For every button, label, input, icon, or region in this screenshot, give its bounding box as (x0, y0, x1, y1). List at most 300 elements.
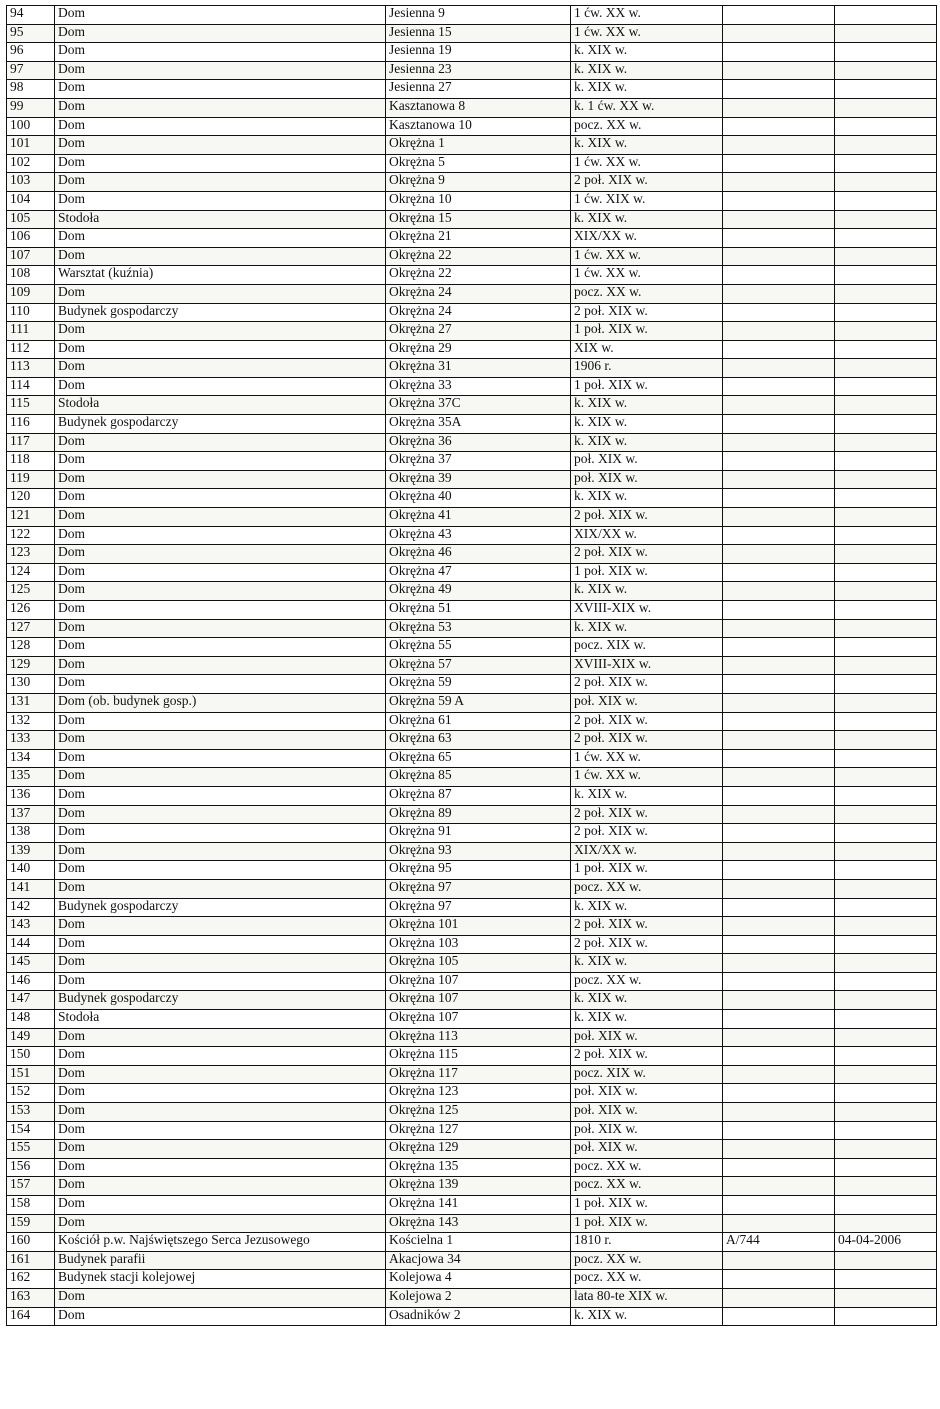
dating-cell: XIX/XX w. (571, 526, 723, 545)
register-date-cell (835, 861, 937, 880)
dating-cell: XIX w. (571, 340, 723, 359)
row-number-cell: 139 (7, 842, 55, 861)
table-row (7, 1047, 937, 1066)
object-cell: Dom (55, 43, 386, 62)
object-cell: Dom (55, 842, 386, 861)
row-number-cell: 160 (7, 1233, 55, 1252)
row-number-cell: 122 (7, 526, 55, 545)
register-date-cell (835, 284, 937, 303)
table-row (7, 1251, 937, 1270)
register-number-cell (723, 340, 835, 359)
address-cell: Okrężna 125 (386, 1103, 571, 1122)
dating-cell: 2 poł. XIX w. (571, 508, 723, 527)
address-cell: Okrężna 51 (386, 601, 571, 620)
dating-cell: k. XIX w. (571, 210, 723, 229)
address-cell: Okrężna 107 (386, 991, 571, 1010)
table-row (7, 1065, 937, 1084)
register-date-cell (835, 805, 937, 824)
row-number-cell: 131 (7, 693, 55, 712)
object-cell: Dom (55, 935, 386, 954)
dating-cell: 1 poł. XIX w. (571, 322, 723, 341)
object-cell: Dom (55, 954, 386, 973)
address-cell: Okrężna 85 (386, 768, 571, 787)
address-cell: Okrężna 33 (386, 377, 571, 396)
object-cell: Dom (55, 452, 386, 471)
dating-cell: 1 poł. XIX w. (571, 377, 723, 396)
address-cell: Okrężna 139 (386, 1177, 571, 1196)
table-row (7, 638, 937, 657)
register-number-cell (723, 284, 835, 303)
object-cell: Dom (55, 340, 386, 359)
register-date-cell (835, 229, 937, 248)
address-cell: Okrężna 40 (386, 489, 571, 508)
address-cell: Okrężna 37 (386, 452, 571, 471)
register-number-cell (723, 210, 835, 229)
table-row (7, 433, 937, 452)
address-cell: Okrężna 43 (386, 526, 571, 545)
object-cell: Dom (55, 359, 386, 378)
row-number-cell: 142 (7, 898, 55, 917)
register-date-cell (835, 824, 937, 843)
register-date-cell (835, 656, 937, 675)
dating-cell: k. XIX w. (571, 786, 723, 805)
row-number-cell: 127 (7, 619, 55, 638)
row-number-cell: 151 (7, 1065, 55, 1084)
row-number-cell: 121 (7, 508, 55, 527)
object-cell: Budynek gospodarczy (55, 991, 386, 1010)
row-number-cell: 159 (7, 1214, 55, 1233)
register-number-cell (723, 303, 835, 322)
register-number-cell (723, 601, 835, 620)
dating-cell: 1 ćw. XIX w. (571, 191, 723, 210)
row-number-cell: 143 (7, 917, 55, 936)
dating-cell: 1906 r. (571, 359, 723, 378)
object-cell: Dom (55, 749, 386, 768)
table-row (7, 898, 937, 917)
dating-cell: 1 poł. XIX w. (571, 861, 723, 880)
register-number-cell (723, 396, 835, 415)
register-date-cell (835, 508, 937, 527)
register-date-cell (835, 1121, 937, 1140)
object-cell: Dom (55, 229, 386, 248)
row-number-cell: 104 (7, 191, 55, 210)
object-cell: Dom (55, 638, 386, 657)
dating-cell: 2 poł. XIX w. (571, 935, 723, 954)
address-cell: Okrężna 9 (386, 173, 571, 192)
register-number-cell (723, 1065, 835, 1084)
dating-cell: k. XIX w. (571, 43, 723, 62)
object-cell: Dom (55, 1065, 386, 1084)
object-cell: Budynek stacji kolejowej (55, 1270, 386, 1289)
row-number-cell: 163 (7, 1288, 55, 1307)
table-row (7, 377, 937, 396)
address-cell: Okrężna 87 (386, 786, 571, 805)
address-cell: Okrężna 105 (386, 954, 571, 973)
object-cell: Budynek gospodarczy (55, 303, 386, 322)
table-row (7, 749, 937, 768)
dating-cell: pocz. XX w. (571, 879, 723, 898)
object-cell: Dom (55, 731, 386, 750)
address-cell: Okrężna 141 (386, 1196, 571, 1215)
object-cell: Dom (55, 861, 386, 880)
object-cell: Dom (55, 1028, 386, 1047)
register-date-cell (835, 1028, 937, 1047)
register-date-cell (835, 303, 937, 322)
row-number-cell: 98 (7, 80, 55, 99)
register-date-cell (835, 247, 937, 266)
object-cell: Dom (55, 879, 386, 898)
address-cell: Okrężna 29 (386, 340, 571, 359)
table-row (7, 98, 937, 117)
row-number-cell: 144 (7, 935, 55, 954)
table-row (7, 359, 937, 378)
object-cell: Dom (55, 1307, 386, 1326)
row-number-cell: 101 (7, 136, 55, 155)
register-number-cell (723, 693, 835, 712)
address-cell: Okrężna 117 (386, 1065, 571, 1084)
register-date-cell (835, 117, 937, 136)
table-row (7, 972, 937, 991)
row-number-cell: 135 (7, 768, 55, 787)
register-number-cell (723, 675, 835, 694)
table-row (7, 173, 937, 192)
row-number-cell: 137 (7, 805, 55, 824)
register-number-cell (723, 1214, 835, 1233)
address-cell: Kościelna 1 (386, 1233, 571, 1252)
register-date-cell (835, 1103, 937, 1122)
row-number-cell: 154 (7, 1121, 55, 1140)
register-number-cell (723, 545, 835, 564)
register-date-cell (835, 1251, 937, 1270)
row-number-cell: 136 (7, 786, 55, 805)
object-cell: Dom (55, 656, 386, 675)
row-number-cell: 116 (7, 415, 55, 434)
register-number-cell (723, 1270, 835, 1289)
register-number-cell (723, 470, 835, 489)
object-cell: Stodoła (55, 1010, 386, 1029)
dating-cell: k. XIX w. (571, 415, 723, 434)
row-number-cell: 103 (7, 173, 55, 192)
row-number-cell: 156 (7, 1158, 55, 1177)
table-row (7, 879, 937, 898)
table-row (7, 712, 937, 731)
dating-cell: poł. XIX w. (571, 1084, 723, 1103)
dating-cell: 1 poł. XIX w. (571, 1214, 723, 1233)
table-row (7, 452, 937, 471)
dating-cell: XIX/XX w. (571, 842, 723, 861)
table-row (7, 805, 937, 824)
register-date-cell (835, 43, 937, 62)
address-cell: Okrężna 55 (386, 638, 571, 657)
address-cell: Okrężna 113 (386, 1028, 571, 1047)
register-date-cell (835, 1065, 937, 1084)
register-number-cell (723, 136, 835, 155)
table-row (7, 43, 937, 62)
table-row (7, 935, 937, 954)
row-number-cell: 107 (7, 247, 55, 266)
table-row (7, 1084, 937, 1103)
object-cell: Dom (55, 1177, 386, 1196)
object-cell: Dom (55, 1084, 386, 1103)
register-number-cell (723, 117, 835, 136)
row-number-cell: 162 (7, 1270, 55, 1289)
address-cell: Jesienna 27 (386, 80, 571, 99)
address-cell: Okrężna 1 (386, 136, 571, 155)
row-number-cell: 118 (7, 452, 55, 471)
register-date-cell (835, 433, 937, 452)
register-date-cell (835, 786, 937, 805)
object-cell: Dom (55, 1288, 386, 1307)
object-cell: Dom (55, 1140, 386, 1159)
register-date-cell (835, 1140, 937, 1159)
register-date-cell (835, 526, 937, 545)
object-cell: Dom (55, 824, 386, 843)
row-number-cell: 94 (7, 6, 55, 25)
object-cell: Dom (55, 1196, 386, 1215)
register-date-cell (835, 1307, 937, 1326)
register-number-cell (723, 768, 835, 787)
dating-cell: 2 poł. XIX w. (571, 1047, 723, 1066)
object-cell: Kościół p.w. Najświętszego Serca Jezusowego (55, 1233, 386, 1252)
register-number-cell (723, 1121, 835, 1140)
register-date-cell (835, 377, 937, 396)
table-row (7, 1028, 937, 1047)
register-number-cell (723, 917, 835, 936)
object-cell: Dom (55, 173, 386, 192)
table-row (7, 601, 937, 620)
table-row (7, 563, 937, 582)
register-date-cell (835, 1010, 937, 1029)
object-cell: Dom (55, 470, 386, 489)
dating-cell: pocz. XX w. (571, 1177, 723, 1196)
address-cell: Okrężna 91 (386, 824, 571, 843)
address-cell: Okrężna 59 A (386, 693, 571, 712)
register-date-cell (835, 601, 937, 620)
dating-cell: k. XIX w. (571, 61, 723, 80)
address-cell: Okrężna 93 (386, 842, 571, 861)
table-row (7, 1233, 937, 1252)
register-number-cell (723, 489, 835, 508)
row-number-cell: 112 (7, 340, 55, 359)
table-row (7, 545, 937, 564)
object-cell: Dom (55, 1121, 386, 1140)
table-row (7, 24, 937, 43)
dating-cell: k. XIX w. (571, 136, 723, 155)
address-cell: Okrężna 65 (386, 749, 571, 768)
register-number-cell (723, 712, 835, 731)
address-cell: Okrężna 53 (386, 619, 571, 638)
register-number-cell (723, 526, 835, 545)
object-cell: Dom (55, 322, 386, 341)
address-cell: Okrężna 107 (386, 1010, 571, 1029)
row-number-cell: 124 (7, 563, 55, 582)
table-row (7, 489, 937, 508)
register-number-cell (723, 898, 835, 917)
address-cell: Okrężna 97 (386, 879, 571, 898)
object-cell: Dom (55, 675, 386, 694)
address-cell: Kasztanowa 10 (386, 117, 571, 136)
dating-cell: poł. XIX w. (571, 1140, 723, 1159)
register-date-cell (835, 154, 937, 173)
dating-cell: lata 80-te XIX w. (571, 1288, 723, 1307)
dating-cell: 1810 r. (571, 1233, 723, 1252)
address-cell: Okrężna 49 (386, 582, 571, 601)
row-number-cell: 158 (7, 1196, 55, 1215)
table-row (7, 415, 937, 434)
table-row (7, 656, 937, 675)
row-number-cell: 153 (7, 1103, 55, 1122)
register-date-cell (835, 712, 937, 731)
row-number-cell: 130 (7, 675, 55, 694)
object-cell: Dom (55, 1214, 386, 1233)
register-date-cell (835, 731, 937, 750)
row-number-cell: 113 (7, 359, 55, 378)
register-number-cell (723, 247, 835, 266)
register-number-cell (723, 191, 835, 210)
register-date-cell (835, 917, 937, 936)
address-cell: Kasztanowa 8 (386, 98, 571, 117)
object-cell: Dom (55, 489, 386, 508)
dating-cell: 2 poł. XIX w. (571, 545, 723, 564)
dating-cell: pocz. XX w. (571, 1158, 723, 1177)
object-cell: Warsztat (kuźnia) (55, 266, 386, 285)
register-number-cell (723, 154, 835, 173)
address-cell: Akacjowa 34 (386, 1251, 571, 1270)
object-cell: Stodoła (55, 396, 386, 415)
register-date-cell (835, 693, 937, 712)
address-cell: Jesienna 15 (386, 24, 571, 43)
address-cell: Jesienna 9 (386, 6, 571, 25)
table-row (7, 1103, 937, 1122)
address-cell: Okrężna 5 (386, 154, 571, 173)
register-date-cell (835, 470, 937, 489)
address-cell: Okrężna 89 (386, 805, 571, 824)
register-date-cell (835, 24, 937, 43)
table-row (7, 396, 937, 415)
register-date-cell: 04-04-2006 (835, 1233, 937, 1252)
table-row (7, 61, 937, 80)
row-number-cell: 102 (7, 154, 55, 173)
address-cell: Okrężna 95 (386, 861, 571, 880)
address-cell: Okrężna 59 (386, 675, 571, 694)
register-number-cell (723, 1251, 835, 1270)
register-number-cell (723, 1177, 835, 1196)
dating-cell: k. XIX w. (571, 954, 723, 973)
dating-cell: k. XIX w. (571, 582, 723, 601)
address-cell: Okrężna 103 (386, 935, 571, 954)
object-cell: Budynek parafii (55, 1251, 386, 1270)
row-number-cell: 95 (7, 24, 55, 43)
address-cell: Jesienna 19 (386, 43, 571, 62)
address-cell: Jesienna 23 (386, 61, 571, 80)
register-number-cell (723, 861, 835, 880)
object-cell: Dom (55, 98, 386, 117)
object-cell: Dom (55, 136, 386, 155)
register-date-cell (835, 1270, 937, 1289)
dating-cell: pocz. XX w. (571, 117, 723, 136)
register-date-cell (835, 879, 937, 898)
table-row (7, 526, 937, 545)
register-number-cell (723, 173, 835, 192)
register-date-cell (835, 136, 937, 155)
object-cell: Dom (55, 508, 386, 527)
row-number-cell: 149 (7, 1028, 55, 1047)
dating-cell: 1 ćw. XX w. (571, 247, 723, 266)
address-cell: Okrężna 63 (386, 731, 571, 750)
register-date-cell (835, 1288, 937, 1307)
row-number-cell: 97 (7, 61, 55, 80)
dating-cell: k. XIX w. (571, 80, 723, 99)
table-row (7, 508, 937, 527)
register-number-cell (723, 508, 835, 527)
row-number-cell: 140 (7, 861, 55, 880)
register-date-cell (835, 1177, 937, 1196)
dating-cell: 1 poł. XIX w. (571, 563, 723, 582)
row-number-cell: 145 (7, 954, 55, 973)
register-date-cell (835, 6, 937, 25)
address-cell: Okrężna 35A (386, 415, 571, 434)
row-number-cell: 108 (7, 266, 55, 285)
register-date-cell (835, 1196, 937, 1215)
register-number-cell: A/744 (723, 1233, 835, 1252)
address-cell: Okrężna 21 (386, 229, 571, 248)
row-number-cell: 106 (7, 229, 55, 248)
table-row (7, 824, 937, 843)
object-cell: Dom (ob. budynek gosp.) (55, 693, 386, 712)
row-number-cell: 117 (7, 433, 55, 452)
row-number-cell: 133 (7, 731, 55, 750)
row-number-cell: 109 (7, 284, 55, 303)
register-number-cell (723, 731, 835, 750)
register-date-cell (835, 191, 937, 210)
table-row (7, 1140, 937, 1159)
dating-cell: k. 1 ćw. XX w. (571, 98, 723, 117)
row-number-cell: 147 (7, 991, 55, 1010)
table-row (7, 731, 937, 750)
table-row (7, 303, 937, 322)
address-cell: Okrężna 24 (386, 303, 571, 322)
table-row (7, 266, 937, 285)
register-number-cell (723, 24, 835, 43)
register-date-cell (835, 935, 937, 954)
table-row (7, 229, 937, 248)
dating-cell: pocz. XX w. (571, 284, 723, 303)
object-cell: Dom (55, 619, 386, 638)
register-number-cell (723, 43, 835, 62)
register-date-cell (835, 80, 937, 99)
register-date-cell (835, 768, 937, 787)
register-number-cell (723, 80, 835, 99)
object-cell: Dom (55, 1158, 386, 1177)
table-row (7, 322, 937, 341)
row-number-cell: 96 (7, 43, 55, 62)
address-cell: Okrężna 22 (386, 247, 571, 266)
row-number-cell: 125 (7, 582, 55, 601)
register-number-cell (723, 972, 835, 991)
object-cell: Budynek gospodarczy (55, 898, 386, 917)
object-cell: Stodoła (55, 210, 386, 229)
address-cell: Okrężna 36 (386, 433, 571, 452)
address-cell: Okrężna 10 (386, 191, 571, 210)
object-cell: Dom (55, 154, 386, 173)
object-cell: Dom (55, 786, 386, 805)
row-number-cell: 120 (7, 489, 55, 508)
address-cell: Okrężna 107 (386, 972, 571, 991)
row-number-cell: 164 (7, 1307, 55, 1326)
dating-cell: poł. XIX w. (571, 470, 723, 489)
object-cell: Dom (55, 6, 386, 25)
row-number-cell: 161 (7, 1251, 55, 1270)
